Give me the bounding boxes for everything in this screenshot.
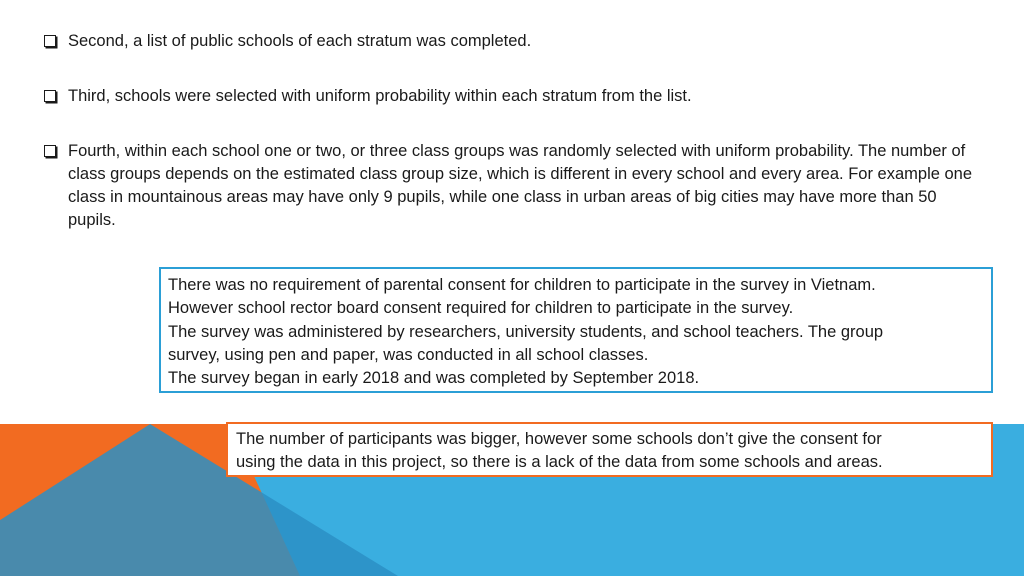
bullet-text: Fourth, within each school one or two, or three class groups was randomly selected with uniform probability. The number of class groups depends on the estimated class group size, which is different in every school and every area. For example one class in mountainous areas may have only 9 pupils, while one class in urban areas of big cities may have more than 50 pupils. bbox=[68, 142, 973, 229]
checkbox-icon bbox=[44, 35, 56, 47]
bullet-item-fourth bbox=[44, 140, 984, 232]
bullet-text: Third, schools were selected with uniform probability within each stratum from the list. bbox=[68, 87, 692, 105]
participants-line: using the data in this project, so there is a lack of the data from some schools and areas. bbox=[236, 453, 883, 472]
consent-line: The survey was administered by researchers, university students, and school teachers. The group bbox=[168, 322, 884, 341]
checkbox-icon bbox=[44, 145, 56, 157]
bullet-list bbox=[44, 30, 984, 232]
bullet-item-third bbox=[44, 85, 984, 108]
consent-line: The survey began in early 2018 and was completed by September 2018. bbox=[168, 369, 700, 388]
consent-info-box bbox=[159, 267, 993, 393]
consent-line: survey, using pen and paper, was conducted in all school classes. bbox=[168, 345, 649, 364]
participants-line: The number of participants was bigger, however some schools don’t give the consent for bbox=[236, 430, 882, 448]
consent-line: However school rector board consent required for children to participate in the survey. bbox=[168, 299, 794, 318]
bullet-item-second bbox=[44, 30, 984, 53]
checkbox-icon bbox=[44, 90, 56, 102]
bullet-text: Second, a list of public schools of each stratum was completed. bbox=[68, 32, 532, 50]
participants-note-box bbox=[226, 422, 993, 477]
consent-line: There was no requirement of parental consent for children to participate in the survey in Vietnam. bbox=[168, 276, 876, 294]
